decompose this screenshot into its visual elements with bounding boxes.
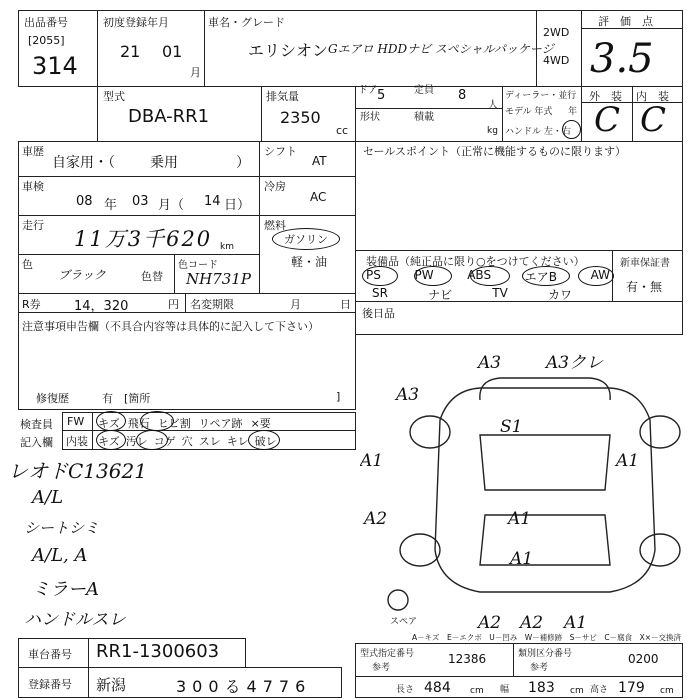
check-item: 飛石	[127, 417, 150, 430]
model-year-label: モデル 年式	[505, 107, 553, 117]
drive-2wd: 2WD	[543, 26, 570, 39]
mark-label: A1	[564, 613, 588, 630]
type-code-label: 型式指定番号	[360, 649, 415, 659]
score-value: 3.5	[590, 36, 654, 82]
circle-sure	[248, 430, 280, 450]
drive-box	[536, 10, 582, 87]
equipment-item: PS	[366, 268, 381, 282]
check-row2-head: 内装	[66, 435, 88, 448]
first-reg-label: 初度登録年月	[103, 16, 169, 29]
expiry-label: 名変期限	[190, 298, 234, 311]
check-item: リペア跡	[198, 417, 243, 430]
warranty-label: 新車保証書	[620, 258, 670, 269]
circle-yogore	[136, 430, 168, 450]
later-box	[355, 301, 683, 335]
mark-label: A1	[510, 549, 534, 569]
height-unit: cm	[660, 686, 674, 696]
ext-grade: C	[594, 100, 621, 140]
equipment-item: ナビ	[428, 288, 453, 302]
equipment-label: 装備品（純正品に限り○をつけてください）	[366, 255, 585, 268]
equipment-item: ABS	[467, 268, 492, 282]
circle-kizu-1	[96, 411, 126, 431]
handwritten-note: ミラーA	[32, 579, 99, 600]
inspection-year: 08	[76, 194, 93, 209]
reg-year: 21	[120, 42, 141, 61]
spec-split	[513, 643, 514, 676]
month-unit: 月	[190, 66, 201, 79]
width-unit: cm	[570, 686, 584, 696]
chassis-value: RR1-1300603	[96, 641, 220, 662]
mark-label: A2	[478, 613, 502, 630]
handle-label: ハンドル 左・右	[505, 127, 571, 137]
handwritten-note: シートシミ	[24, 519, 100, 537]
width-label: 幅	[500, 685, 510, 695]
check-item: コゲ	[153, 435, 176, 448]
width-value: 183	[528, 680, 555, 696]
type-value: DBA-RR1	[128, 106, 210, 127]
diagram-marks	[360, 353, 639, 630]
kg-unit: kg	[487, 126, 498, 136]
lot-prefix: [2055]	[28, 34, 65, 47]
color-value: ブラック	[58, 268, 106, 282]
repair-value: 有 [箇所	[102, 392, 151, 405]
recycle-unit: 円	[168, 298, 179, 311]
lot-label: 出品番号	[24, 16, 68, 29]
check-grid-split	[92, 412, 93, 450]
mileage-unit: km	[220, 242, 234, 252]
check-item: 汚レ	[125, 435, 148, 448]
reg-month: 01	[162, 42, 183, 61]
grade: Gエアロ HDDナビ スペシャルパッケージ	[328, 42, 554, 56]
class-code-label: 類別区分番号	[518, 649, 573, 659]
warranty-value: 有・無	[626, 280, 663, 294]
recycle-label: R券	[22, 298, 41, 311]
load-label: 積載	[414, 112, 434, 123]
expiry-day: 日	[340, 298, 351, 311]
check-item: 破レ	[254, 435, 277, 448]
int-grade: C	[640, 100, 667, 140]
inspection-day: 14	[204, 194, 221, 209]
mark-label: A2	[520, 613, 544, 630]
class-code-ref: 参考	[530, 663, 549, 673]
gasoline-label: ガソリン	[284, 233, 328, 246]
color-change-label: 色替	[141, 270, 163, 283]
handwritten-note: A/L	[32, 487, 64, 508]
circle-pw	[414, 266, 452, 286]
person-unit: 人	[488, 100, 498, 111]
history-label: 車歴	[22, 145, 44, 158]
handwritten-note: A/L, A	[32, 545, 88, 566]
score-divider	[582, 28, 682, 29]
type-code-value: 12386	[448, 652, 487, 666]
cc-unit: cc	[336, 124, 349, 137]
length-value: 484	[424, 680, 451, 696]
displacement-label: 排気量	[266, 90, 299, 103]
car-outline	[388, 378, 680, 610]
handwritten-note: レオドC13621	[8, 459, 147, 483]
inspection-label: 車検	[22, 180, 44, 193]
recycle-value: 14，320	[74, 299, 129, 314]
class-code-value: 0200	[628, 652, 659, 666]
type-code-ref: 参考	[372, 663, 391, 673]
check-item: ×要	[250, 417, 271, 430]
circle-kizu-2	[96, 430, 126, 450]
equipment-item: PW	[414, 268, 434, 282]
check-row1-head: FW	[67, 415, 85, 428]
shape-label: 形状	[360, 112, 380, 123]
check-label: 検査員	[20, 418, 53, 431]
color-code-label: 色コード	[178, 260, 218, 271]
mark-label: A3	[396, 385, 420, 405]
name-label: 車名・グレード	[208, 16, 285, 29]
chassis-split	[88, 638, 89, 668]
mark-label: A1	[360, 451, 384, 471]
equipment-item: SR	[372, 286, 388, 300]
check-item: キレ	[226, 435, 249, 448]
fuel-label: 燃料	[264, 219, 286, 232]
model-name: エリシオン	[248, 41, 329, 60]
mark-label: S1	[500, 417, 523, 437]
score-split	[632, 86, 633, 142]
spec-divider	[355, 676, 683, 677]
history-suffix: ）	[236, 155, 250, 171]
door-value: 5	[377, 88, 386, 103]
aircon-label: 冷房	[264, 180, 286, 193]
color-code-value: NH731P	[186, 270, 251, 288]
height-value: 179	[618, 680, 645, 696]
height-label: 高さ	[590, 685, 609, 695]
year-unit: 年	[568, 107, 578, 117]
equipment-item: カワ	[547, 288, 572, 302]
history-prefix: 自家用・（	[52, 155, 115, 171]
int-label: 内 装	[636, 90, 669, 103]
check-item: ヒビ割	[157, 417, 191, 430]
chassis-label: 車台番号	[28, 648, 72, 661]
equipment-item: TV	[492, 286, 508, 300]
check-item: 穴	[181, 435, 193, 448]
score-label: 評 価 点	[598, 15, 653, 28]
mark-label: スペア	[390, 617, 418, 627]
handwritten-notes	[8, 455, 188, 635]
circle-ps	[362, 266, 398, 286]
inspection-day-unit: 日）	[224, 198, 251, 213]
inspection-month-unit: 月（	[158, 198, 185, 213]
legend: A－キズ E－エクボ U－凹み W－補修跡 S－サビ C－腐食 X×－交換済	[412, 633, 682, 642]
type-label: 型式	[103, 90, 125, 103]
inspection-month: 03	[132, 194, 149, 209]
mark-label: A1	[508, 509, 532, 529]
notes-label: 注意事項申告欄（不具合内容等は具体的に記入して下さい）	[22, 320, 319, 333]
capacity-label: 定員	[414, 85, 434, 96]
shift-value: AT	[312, 154, 327, 168]
plate-number: 300る4776	[176, 677, 312, 696]
check-item: キズ	[98, 435, 120, 448]
displacement-value: 2350	[280, 108, 321, 127]
history-value: 乗用	[150, 155, 178, 171]
lot-number: 314	[32, 52, 78, 80]
check-row1	[98, 415, 354, 431]
plate-split	[88, 667, 89, 698]
mileage-label: 走行	[22, 219, 44, 232]
plate-region: 新潟	[96, 676, 127, 694]
door-label: ドア	[358, 85, 378, 96]
shift-label: シフト	[264, 145, 297, 158]
color-label: 色	[22, 258, 33, 271]
equipment-item: AW	[590, 268, 610, 282]
circle-abs	[470, 266, 510, 286]
later-label: 後日品	[362, 307, 395, 320]
inspection-year-unit: 年	[104, 198, 118, 213]
circle-aw	[578, 266, 614, 286]
check-label-2: 記入欄	[20, 436, 53, 449]
mark-label: A1	[616, 451, 640, 471]
circle-airbag	[522, 266, 570, 286]
mark-label: A2	[364, 509, 388, 529]
handwritten-note: ハンドルスレ	[24, 610, 126, 630]
repair-label: 修復歴	[36, 392, 69, 405]
length-unit: cm	[470, 686, 484, 696]
check-item: キズ	[98, 417, 120, 430]
plate-label: 登録番号	[28, 678, 72, 691]
capacity-value: 8	[458, 88, 467, 103]
dealer-label: ディーラー・並行	[505, 91, 577, 101]
length-label: 長さ	[396, 685, 415, 695]
drive-4wd: 4WD	[543, 54, 570, 67]
mark-label: A3	[478, 353, 502, 373]
diesel-label: 軽・油	[291, 255, 328, 269]
sales-label: セールスポイント（正常に機能するものに限ります）	[363, 145, 627, 158]
ext-label: 外 装	[589, 90, 622, 103]
aircon-value: AC	[310, 190, 327, 204]
check-item: スレ	[198, 435, 221, 448]
mileage-value: 11万3千620	[74, 227, 213, 251]
circle-tobiishi	[140, 411, 174, 431]
mark-label: A3クレ	[546, 353, 604, 373]
handle-right-circle	[562, 120, 581, 139]
expiry-month: 月	[290, 298, 301, 311]
equipment-item: エアB	[524, 270, 557, 284]
car-diagram	[360, 340, 690, 630]
repair-close: ]	[336, 390, 341, 403]
